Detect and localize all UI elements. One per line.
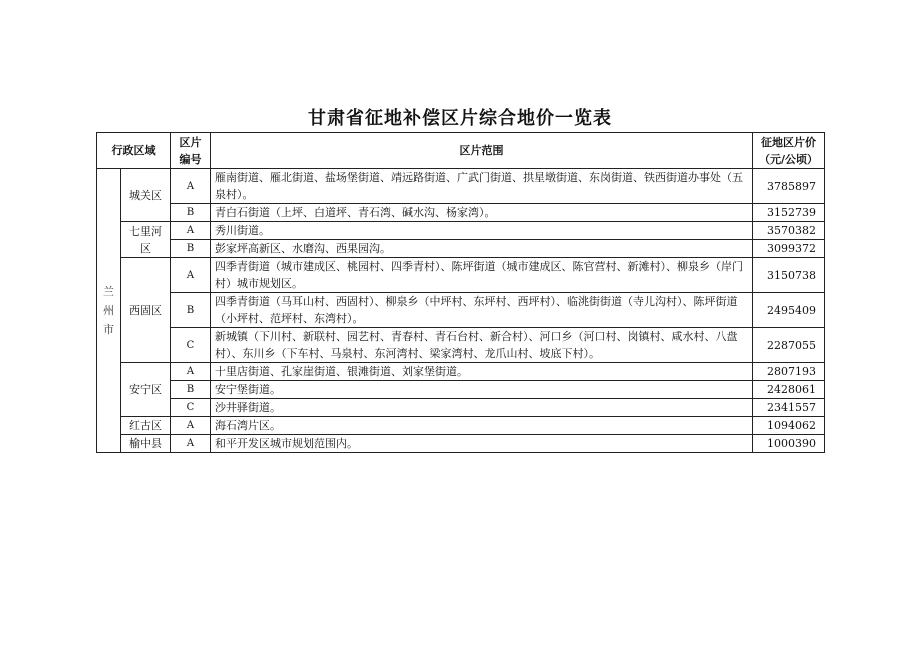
header-code: 区片 编号 bbox=[171, 133, 211, 169]
zone-code: A bbox=[171, 258, 211, 293]
zone-price: 1094062 bbox=[753, 417, 825, 435]
zone-price: 2341557 bbox=[753, 399, 825, 417]
zone-code: B bbox=[171, 204, 211, 222]
zone-code: A bbox=[171, 363, 211, 381]
zone-price: 3570382 bbox=[753, 222, 825, 240]
district-anning: 安宁区 bbox=[121, 363, 171, 417]
zone-code: B bbox=[171, 381, 211, 399]
table-row bbox=[97, 293, 825, 328]
zone-price: 1000390 bbox=[753, 435, 825, 453]
table-row bbox=[97, 240, 825, 258]
district-chengguan: 城关区 bbox=[121, 169, 171, 222]
zone-price: 2495409 bbox=[753, 293, 825, 328]
header-price: 征地区片价 （元/公顷） bbox=[753, 133, 825, 169]
header-region: 行政区域 bbox=[97, 133, 171, 169]
zone-code: B bbox=[171, 240, 211, 258]
page-title: 甘肃省征地补偿区片综合地价一览表 bbox=[308, 108, 612, 129]
zone-code: A bbox=[171, 417, 211, 435]
land-price-table bbox=[96, 132, 825, 453]
table-row bbox=[97, 435, 825, 453]
zone-price: 2428061 bbox=[753, 381, 825, 399]
zone-code: B bbox=[171, 293, 211, 328]
table-row bbox=[97, 381, 825, 399]
table-row bbox=[97, 417, 825, 435]
header-scope: 区片范围 bbox=[211, 133, 753, 169]
zone-scope: 和平开发区城市规划范围内。 bbox=[211, 435, 753, 453]
table-row bbox=[97, 399, 825, 417]
zone-code: C bbox=[171, 399, 211, 417]
zone-scope: 四季青街道（城市建成区、桃园村、四季青村）、陈坪街道（城市建成区、陈官营村、新滩村）、柳泉乡（岸门村）城市规划区。 bbox=[211, 258, 753, 293]
city-cell: 兰 州 市 bbox=[97, 169, 121, 453]
zone-price: 3150738 bbox=[753, 258, 825, 293]
table-row bbox=[97, 328, 825, 363]
zone-scope: 彭家坪高新区、水磨沟、西果园沟。 bbox=[211, 240, 753, 258]
zone-price: 2287055 bbox=[753, 328, 825, 363]
zone-code: C bbox=[171, 328, 211, 363]
zone-scope: 十里店街道、孔家崖街道、银滩街道、刘家堡街道。 bbox=[211, 363, 753, 381]
zone-price: 3099372 bbox=[753, 240, 825, 258]
header-row bbox=[97, 133, 825, 169]
table-row bbox=[97, 258, 825, 293]
zone-code: A bbox=[171, 169, 211, 204]
zone-scope: 秀川街道。 bbox=[211, 222, 753, 240]
table-row bbox=[97, 222, 825, 240]
table-row bbox=[97, 363, 825, 381]
district-yuzhong: 榆中县 bbox=[121, 435, 171, 453]
zone-scope: 海石湾片区。 bbox=[211, 417, 753, 435]
table-row bbox=[97, 204, 825, 222]
zone-price: 2807193 bbox=[753, 363, 825, 381]
zone-scope: 沙井驿街道。 bbox=[211, 399, 753, 417]
table-row bbox=[97, 169, 825, 204]
district-qilihe: 七里河 区 bbox=[121, 222, 171, 258]
district-xigu: 西固区 bbox=[121, 258, 171, 363]
zone-scope: 青白石街道（上坪、白道坪、青石湾、碱水沟、杨家湾）。 bbox=[211, 204, 753, 222]
zone-price: 3785897 bbox=[753, 169, 825, 204]
zone-code: A bbox=[171, 435, 211, 453]
zone-scope: 四季青街道（马耳山村、西固村）、柳泉乡（中坪村、东坪村、西坪村）、临洮街街道（寺儿沟村）、陈坪街道（小坪村、范坪村、东湾村）。 bbox=[211, 293, 753, 328]
zone-scope: 安宁堡街道。 bbox=[211, 381, 753, 399]
zone-code: A bbox=[171, 222, 211, 240]
zone-price: 3152739 bbox=[753, 204, 825, 222]
district-honggu: 红古区 bbox=[121, 417, 171, 435]
zone-scope: 新城镇（下川村、新联村、园艺村、青春村、青石台村、新合村）、河口乡（河口村、岗镇村、咸水村、八盘村）、东川乡（下车村、马泉村、东河湾村、梁家湾村、龙爪山村、坡底下村）。 bbox=[211, 328, 753, 363]
zone-scope: 雁南街道、雁北街道、盐场堡街道、靖远路街道、广武门街道、拱星墩街道、东岗街道、铁西街道办事处（五泉村）。 bbox=[211, 169, 753, 204]
